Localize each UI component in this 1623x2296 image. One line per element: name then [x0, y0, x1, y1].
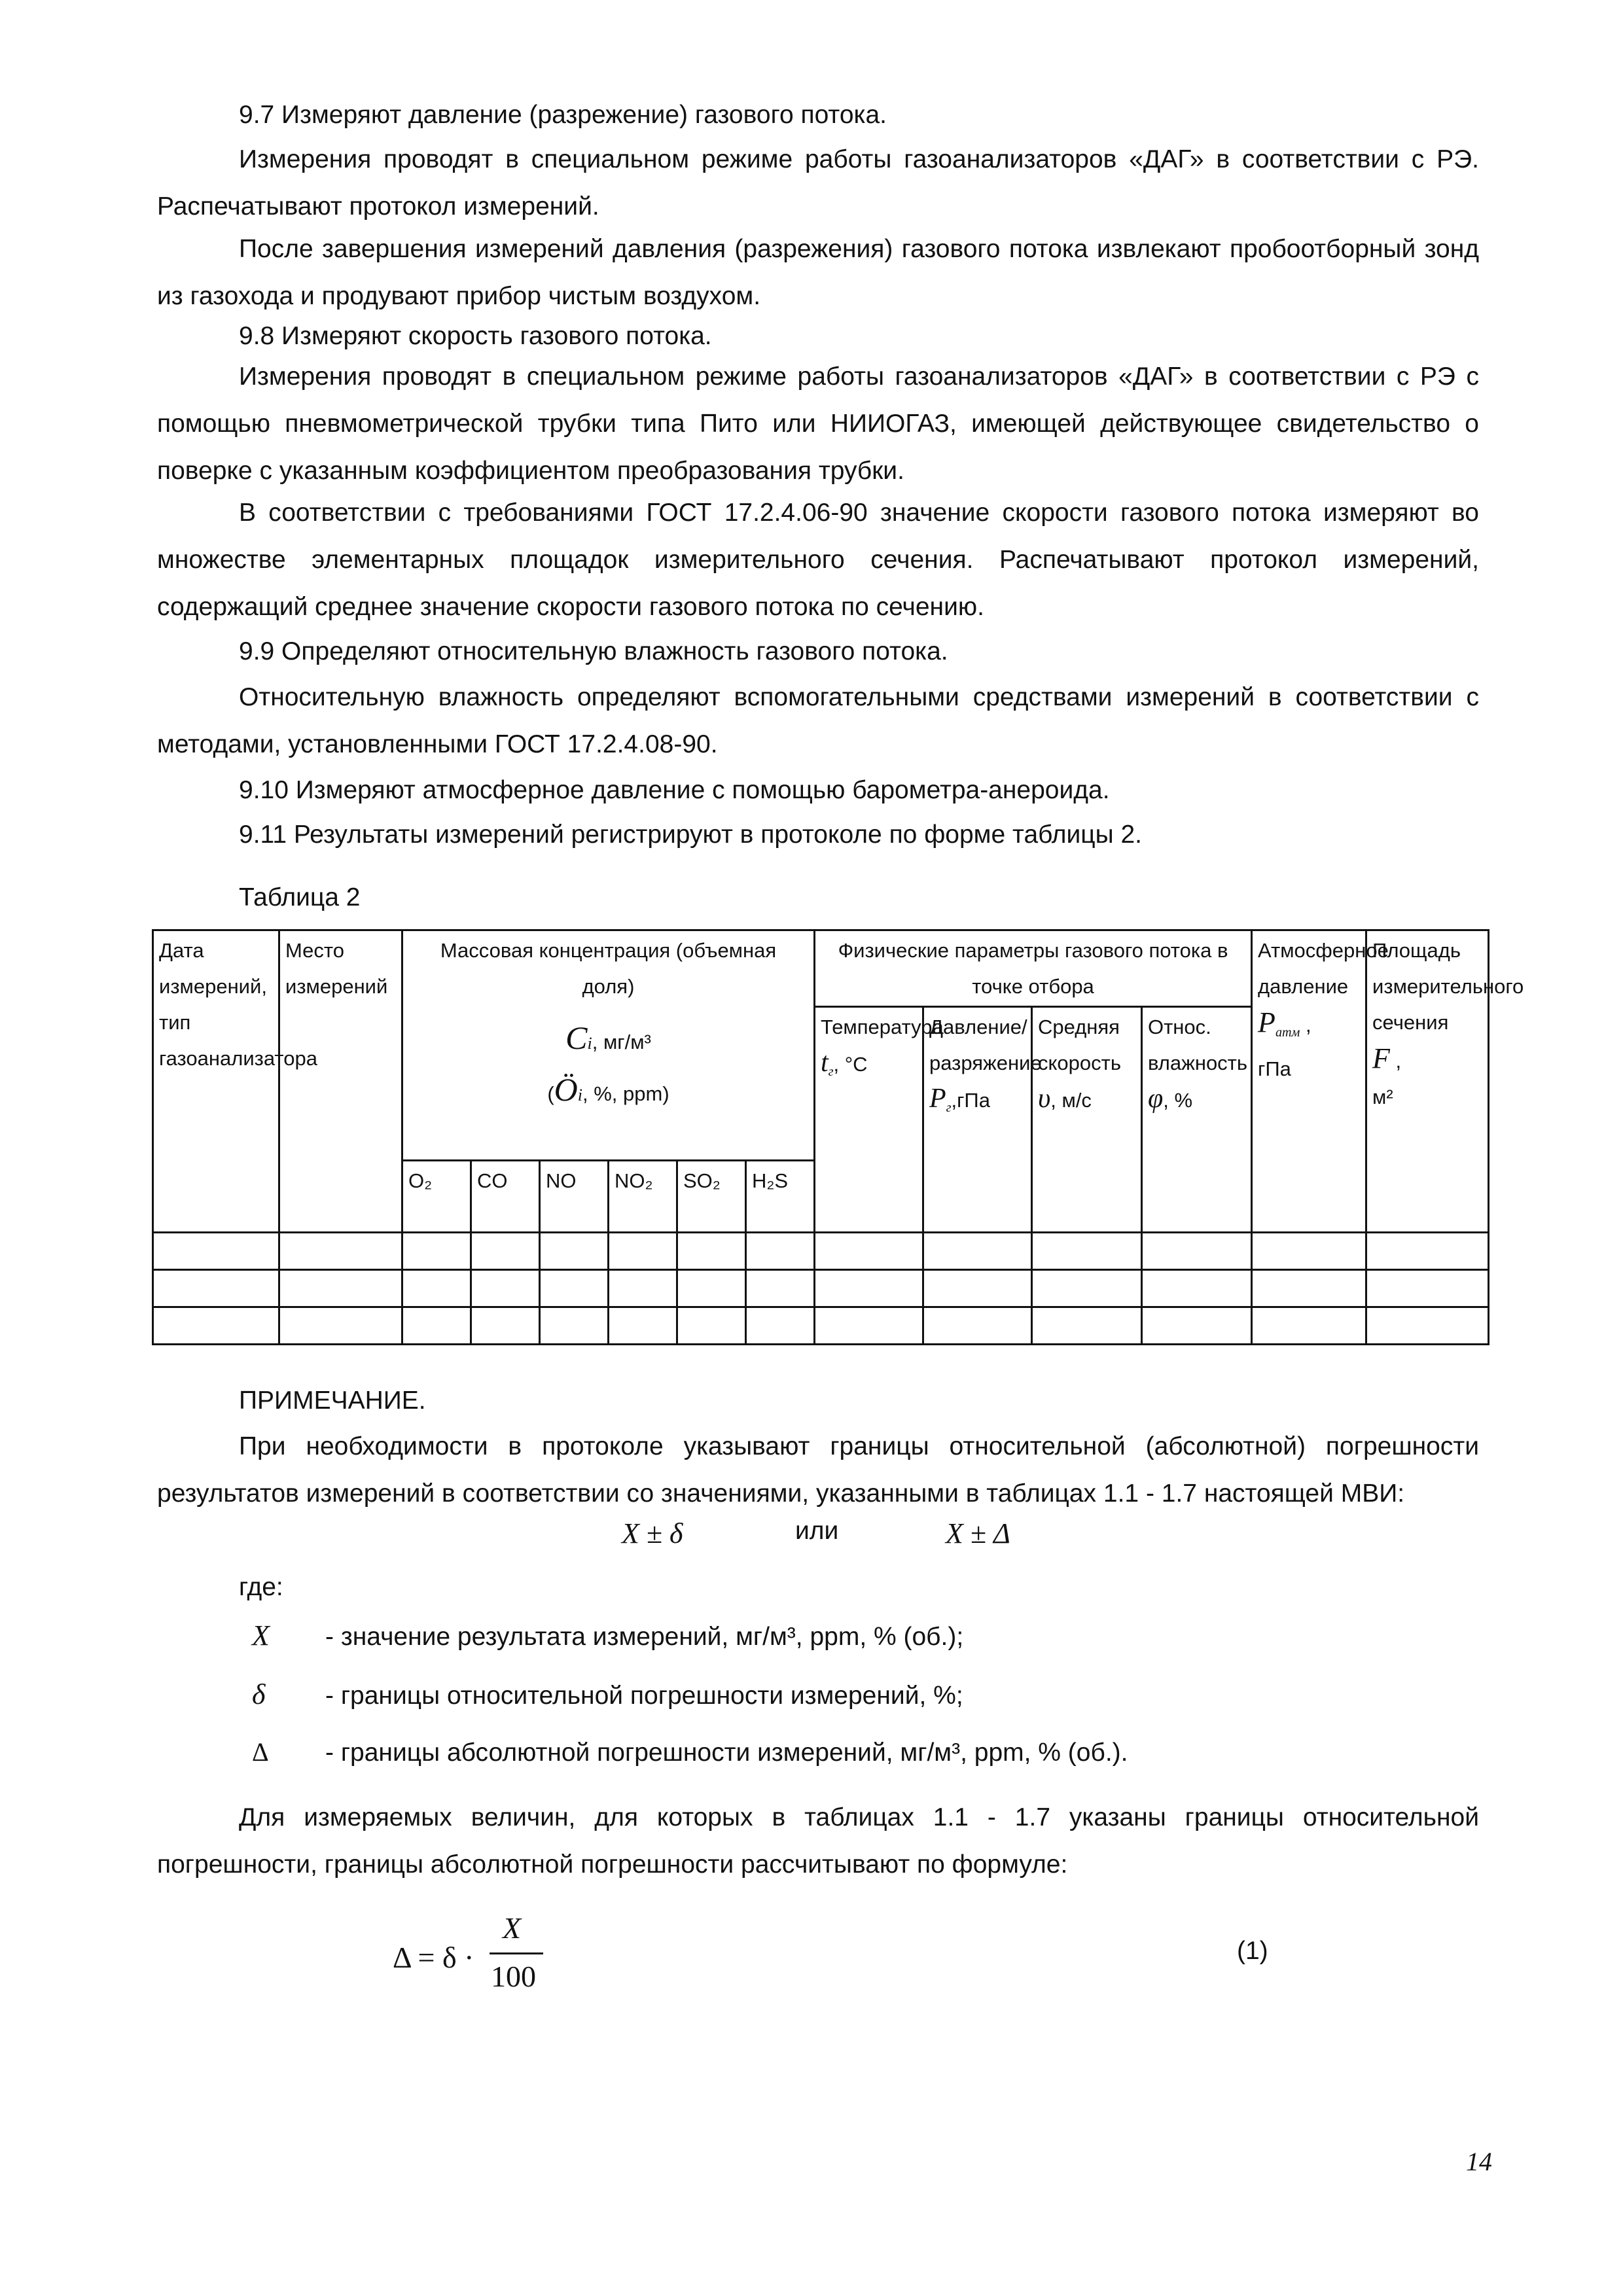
paragraph-9-9a — [157, 674, 1479, 768]
header-area — [1366, 930, 1524, 1233]
gas-o2-text: O₂ — [408, 1169, 433, 1192]
header-mass-concentration — [402, 930, 815, 1161]
formula-x-delta-rel: X ± δ — [622, 1517, 683, 1549]
abs-error-text — [157, 1794, 1479, 1888]
table-row — [153, 1270, 1489, 1307]
press-symbol: P — [929, 1084, 946, 1114]
formula-1-left: Δ = δ · — [393, 1941, 474, 1974]
section-9-11-text: 9.11 Результаты измерений регистрируют в протоколе по форме таблицы 2. — [239, 821, 1142, 849]
header-humidity-text: Относ. влажность — [1148, 1016, 1248, 1074]
formula-1-denominator: 100 — [491, 1960, 536, 1993]
table-row — [153, 1233, 1489, 1270]
hum-formula — [1148, 1081, 1245, 1118]
gas-no2-text: NO₂ — [615, 1169, 653, 1192]
section-9-9-text: 9.9 Определяют относительную влажность газового потока. — [239, 637, 948, 665]
definition-delta-abs-symbol: Δ — [252, 1737, 269, 1767]
temp-formula: $t_г$, °С — [821, 1048, 868, 1080]
note-text-content: При необходимости в протоколе указывают границы относительной (абсолютной) погрешности результатов измерений в соответствии со значениями, указанными в таблицах 1.1 - 1.7 настоящей МВИ: — [157, 1432, 1479, 1508]
gas-o2 — [402, 1161, 471, 1233]
table-caption — [157, 874, 1479, 921]
formula-1-number-text: (1) — [1237, 1937, 1268, 1965]
speed-unit: , м/с — [1050, 1089, 1092, 1112]
header-speed — [1032, 1007, 1142, 1233]
header-date-analyzer-text: Дата измерений, тип газоанализатора — [159, 939, 317, 1070]
header-place-text: Место измерений — [285, 939, 388, 998]
definition-x-text: - значение результата измерений, мг/м³, ppm, % (об.); — [325, 1623, 964, 1651]
header-mass-o-formula: (Öi, %, ppm) — [547, 1071, 669, 1108]
note-text — [157, 1423, 1479, 1517]
temp-unit: , °С — [833, 1053, 868, 1076]
note-title — [157, 1377, 1479, 1424]
section-9-10-text: 9.10 Измеряют атмосферное давление с помощью барометра-анероида. — [239, 776, 1110, 804]
formula-1 — [393, 1911, 563, 2002]
gas-co — [471, 1161, 540, 1233]
fraction-bar — [490, 1952, 543, 1954]
section-9-8-text: 9.8 Измеряют скорость газового потока. — [239, 322, 712, 350]
header-pressure-text: Давление/разряжение — [929, 1016, 1042, 1074]
header-pressure — [923, 1007, 1042, 1233]
formula-x-delta-abs: X ± Δ — [946, 1517, 1010, 1549]
definition-x — [252, 1616, 963, 1657]
header-temperature — [815, 1007, 944, 1233]
header-physical-params — [815, 930, 1252, 1007]
atm-unit: гПа — [1258, 1057, 1291, 1081]
section-9-7 — [157, 92, 1479, 139]
paragraph-9-7a — [157, 136, 1479, 230]
atm-formula: $P_{атм}$ , — [1258, 1006, 1311, 1040]
header-atm-pressure-text: Атмосферное давление — [1258, 939, 1389, 998]
gas-no-text: NO — [546, 1169, 577, 1192]
temp-symbol: t — [821, 1048, 829, 1078]
definition-delta-rel-text: - границы относительной погрешности измерений, %; — [325, 1682, 963, 1710]
paragraph-9-8a-text: Измерения проводят в специальном режиме работы газоанализаторов «ДАГ» в соответствии с РЭ с помощью пневмометрической трубки типа Пито или НИИОГАЗ, имеющей действующее свидетельство о поверке с указанным коэффициентом преобразования трубки. — [157, 362, 1479, 485]
o-unit: , %, ppm) — [582, 1082, 669, 1105]
gas-so2-text: SO₂ — [683, 1169, 721, 1192]
table-caption-text: Таблица 2 — [239, 883, 361, 911]
note-where — [157, 1564, 1479, 1611]
humidity-symbol: φ — [1148, 1084, 1164, 1114]
paragraph-9-7a-text: Измерения проводят в специальном режиме работы газоанализаторов «ДАГ» в соответствии с РЭ. Распечатывают протокол измерений. — [157, 145, 1479, 221]
header-temperature-text: Температура — [821, 1016, 944, 1038]
section-9-10 — [157, 767, 1479, 814]
area-unit: м² — [1372, 1086, 1393, 1108]
definition-delta-abs-text: - границы абсолютной погрешности измерений, мг/м³, ppm, % (об.). — [325, 1739, 1128, 1767]
speed-formula — [1038, 1081, 1135, 1118]
page-number — [1466, 2146, 1492, 2177]
header-speed-text: Средняя скорость — [1038, 1016, 1121, 1074]
c-symbol: C — [565, 1019, 588, 1056]
c-unit: , мг/м³ — [592, 1031, 651, 1053]
page-number-text: 14 — [1466, 2147, 1492, 2176]
definition-delta-abs — [252, 1733, 1128, 1773]
gas-so2 — [677, 1161, 746, 1233]
table-2 — [152, 929, 1524, 1345]
speed-symbol: υ — [1038, 1084, 1051, 1114]
area-symbol: F — [1372, 1042, 1390, 1074]
humidity-unit: , % — [1163, 1089, 1193, 1112]
definition-delta-rel-symbol: δ — [252, 1678, 266, 1710]
atm-symbol: P — [1258, 1006, 1275, 1038]
header-mass-c-formula: Ci, мг/м³ — [565, 1019, 651, 1056]
header-mass-concentration-text: Массовая концентрация (объемная доля) — [440, 939, 777, 998]
paragraph-9-8a — [157, 353, 1479, 495]
area-formula: F , — [1372, 1042, 1402, 1074]
section-9-7-text: 9.7 Измеряют давление (разрежение) газового потока. — [239, 101, 887, 129]
definition-x-symbol: X — [252, 1619, 270, 1651]
header-physical-params-text: Физические параметры газового потока в точке отбора — [838, 939, 1228, 998]
table-row — [153, 1307, 1489, 1345]
header-area-text: Площадь измерительного сечения — [1372, 939, 1524, 1034]
note-title-text: ПРИМЕЧАНИЕ. — [239, 1386, 426, 1415]
section-9-11 — [157, 811, 1479, 858]
paragraph-9-7b-text: После завершения измерений давления (разрежения) газового потока извлекают пробоотборный зонд из газохода и продувают прибор чистым воздухом. — [157, 235, 1479, 310]
press-formula: $P_г,гПа$ — [929, 1084, 990, 1116]
formula-1-number — [1237, 1937, 1268, 1966]
atm-subscript: атм — [1275, 1025, 1300, 1040]
gas-no2 — [609, 1161, 677, 1233]
header-humidity — [1142, 1007, 1252, 1233]
header-date-analyzer — [153, 930, 317, 1233]
paragraph-9-8b — [157, 489, 1479, 631]
header-place — [279, 930, 402, 1233]
abs-error-text-content: Для измеряемых величин, для которых в таблицах 1.1 - 1.7 указаны границы относительной погрешности, границы абсолютной погрешности рассчитывают по формуле: — [157, 1803, 1479, 1879]
gas-no — [540, 1161, 609, 1233]
definition-delta-rel — [252, 1675, 963, 1716]
o-symbol: Ö — [554, 1071, 578, 1108]
paragraph-9-7b — [157, 226, 1479, 320]
formula-1-numerator: X — [503, 1911, 522, 1945]
gas-co-text: CO — [477, 1169, 508, 1192]
note-where-text: где: — [239, 1573, 283, 1601]
section-9-9 — [157, 628, 1479, 675]
press-unit: ,гПа — [951, 1089, 990, 1112]
paragraph-9-9a-text: Относительную влажность определяют вспомогательными средствами измерений в соответствии с методами, установленными ГОСТ 17.2.4.08-90. — [157, 683, 1479, 758]
paragraph-9-8b-text: В соответствии с требованиями ГОСТ 17.2.4.06-90 значение скорости газового потока измеряют во множестве элементарных площадок измерительного сечения. Распечатывают протокол измерений, содержащий среднее значение скорости газового потока по сечению. — [157, 499, 1479, 621]
gas-h2s-text: H₂S — [752, 1169, 789, 1192]
formula-or: или — [795, 1517, 839, 1545]
gas-h2s — [746, 1161, 815, 1233]
